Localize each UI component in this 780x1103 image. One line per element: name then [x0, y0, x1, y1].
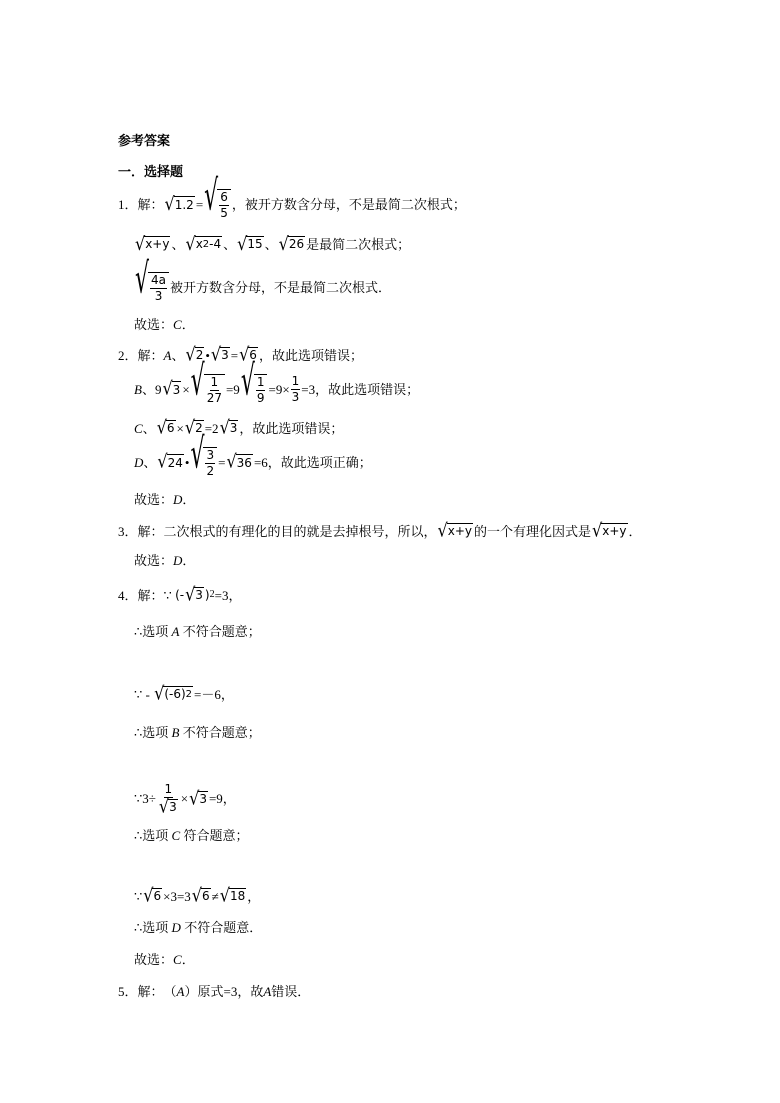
q2-line-b: B 、 9 √ 3 × √ $\frac{1}{27}$ =9 √ $\frac{1}{9}$ =9× $\frac{1}{3}$ =3 ，故此选项错误； — [134, 358, 420, 407]
q4-line3: ∵ - √ (-6) 2 =－6， — [134, 682, 234, 705]
q4-line6: ∴ 选项 C 符合题意； — [134, 828, 249, 843]
q1-line3: √ $\frac{4a}{3}$ 被开方数含分母，不是最简二次根式． — [135, 256, 392, 305]
q4-line7: ∵ √ 6 ×3=3 √ 6 ≠ √ 18 ， — [134, 884, 261, 907]
q2-line-d: D 、 √ 24 • √ $\frac{3}{2}$ = √ 36 =6 ，故此选项正确； — [134, 431, 372, 480]
q2-answer: 故选： D ． — [134, 492, 196, 507]
q1-line2: √ x+y 、 √ x 2 -4 、 √ 15 、 √ 26 是最简二次根式； — [135, 232, 411, 255]
q3-answer: 故选： D ． — [134, 553, 196, 568]
q1-answer: 故选： C ． — [134, 317, 195, 332]
q4-line8: ∴ 选项 D 不符合题意． — [134, 920, 263, 935]
q4-line4: ∴ 选项 B 不符合题意； — [134, 725, 261, 740]
q4-answer: 故选： C ． — [134, 952, 195, 967]
q2-line-c: C 、 √ 6 × √ 2 =2 √ 3 ，故此选项错误； — [134, 416, 344, 439]
answer-heading: 参考答案 — [118, 133, 171, 148]
q4-line5: ∵ 3÷ 1 √ 3 × √ 3 =9， — [134, 782, 236, 817]
q2-line-a: 2． 解： A 、 √ 2 • √ 3 = √ 6 ，故此选项错误； — [118, 343, 363, 366]
q3-line1: 3． 解： 二次根式的有理化的目的就是去掉根号，所以， √ x+y 的一个有理化因式是 √ x+y ． — [118, 519, 642, 542]
q1-line1: 1． 解： √ 1.2 = √ $\frac{6}{5}$ ，被开方数含分母，不是最简二次根式； — [118, 173, 466, 222]
q4-line2: ∴ 选项 A 不符合题意； — [134, 624, 261, 639]
q5-line1: 5． 解： （ A ）原式=3，故 A 错误． — [118, 984, 311, 999]
section-title: 一．选择题 — [118, 164, 184, 179]
q4-line1: 4． 解： ∵ (- √ 3 ) 2 =3， — [118, 583, 242, 606]
